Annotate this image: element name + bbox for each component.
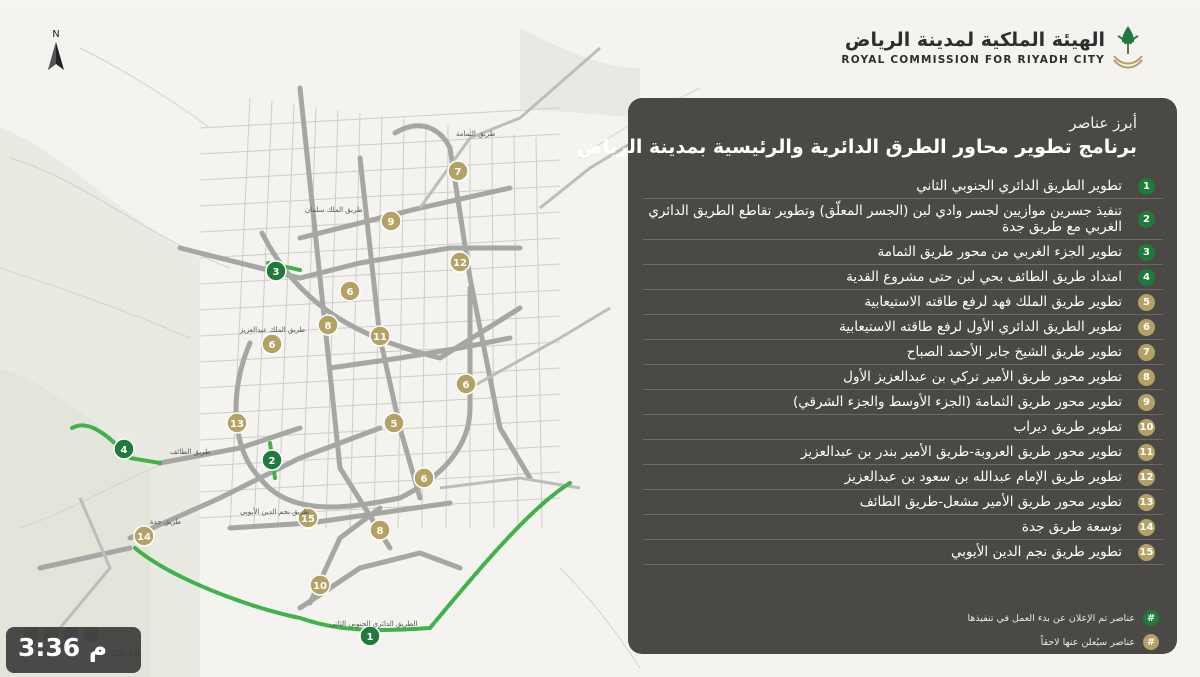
item-number-badge: 1 <box>1138 178 1155 195</box>
rcrc-logo <box>805 28 1105 76</box>
map-marker-number: 6 <box>346 287 354 298</box>
list-item <box>643 365 1163 390</box>
road-label-najm: طريق نجم الدين الأيوبي <box>240 508 310 516</box>
item-number-badge: 10 <box>1138 419 1155 436</box>
map-marker-14 <box>134 526 154 546</box>
legend-implemented-text: عناصر تم الإعلان عن بدء العمل في تنفيذها <box>967 612 1135 624</box>
map-marker-number: 5 <box>390 419 398 430</box>
map-marker-5 <box>384 413 404 433</box>
map-marker-number: 6 <box>268 340 276 351</box>
list-item <box>643 340 1163 365</box>
saudi-emblem-icon <box>1108 22 1148 70</box>
legend-upcoming-badge: # <box>1143 634 1159 650</box>
status-time: 3:36 م <box>18 633 108 662</box>
map-marker-6 <box>262 334 282 354</box>
list-item <box>643 415 1163 440</box>
legend-implemented <box>859 610 1159 626</box>
item-number-badge: 7 <box>1138 344 1155 361</box>
item-number-badge: 14 <box>1138 519 1155 536</box>
map-marker-number: 15 <box>301 514 315 525</box>
legend-upcoming <box>859 634 1159 650</box>
map-marker-3 <box>266 261 286 281</box>
item-number-badge: 8 <box>1138 369 1155 386</box>
item-text: تطوير محور طريق العروبة-طريق الأمير بندر بن عبدالعزيز <box>800 444 1122 460</box>
map-marker-number: 8 <box>376 526 384 537</box>
map-marker-12 <box>450 252 470 272</box>
legend-upcoming-text: عناصر سيُعلن عنها لاحقاً <box>1040 636 1135 648</box>
status-time-overlay <box>6 627 141 673</box>
map-marker-2 <box>262 450 282 470</box>
item-text: تطوير محور طريق الأمير تركي بن عبدالعزيز الأول <box>843 369 1122 385</box>
item-text: تنفيذ جسرين موازيين لجسر وادي لبن (الجسر المعلّق) وتطوير تقاطع الطريق الدائري الغربي مع طريق جدة <box>648 203 1122 235</box>
list-item <box>643 540 1163 565</box>
map-marker-6 <box>456 374 476 394</box>
item-number-badge: 9 <box>1138 394 1155 411</box>
map-marker-number: 13 <box>230 419 244 430</box>
list-item <box>643 515 1163 540</box>
map-marker-1 <box>360 626 380 646</box>
map-marker-11 <box>370 326 390 346</box>
map-marker-number: 8 <box>324 321 332 332</box>
map-marker-number: 11 <box>373 332 387 343</box>
item-number-badge: 5 <box>1138 294 1155 311</box>
map-marker-8 <box>370 520 390 540</box>
item-number-badge: 15 <box>1138 544 1155 561</box>
item-text: تطوير الجزء الغربي من محور طريق الثمامة <box>877 244 1122 260</box>
map-marker-number: 6 <box>420 474 428 485</box>
item-number-badge: 6 <box>1138 319 1155 336</box>
item-text: تطوير طريق الشيخ جابر الأحمد الصباح <box>906 344 1122 360</box>
north-arrow <box>44 30 68 76</box>
list-item <box>643 199 1163 240</box>
map-marker-13 <box>227 413 247 433</box>
list-item <box>643 315 1163 340</box>
map-marker-number: 3 <box>272 267 280 278</box>
list-item <box>643 390 1163 415</box>
list-item <box>643 440 1163 465</box>
road-label-king-abdulaziz: طريق الملك عبدالعزيز <box>240 326 306 334</box>
legend-implemented-badge: # <box>1143 610 1159 626</box>
item-number-badge: 4 <box>1138 269 1155 286</box>
project-list <box>643 174 1163 565</box>
road-label-king-salman: طريق الملك سلمان <box>305 206 363 214</box>
item-text: تطوير الطريق الدائري الأول لرفع طاقته الاستيعابية <box>839 319 1122 335</box>
road-label-taif: طريق الطائف <box>170 448 211 456</box>
map-marker-number: 12 <box>453 258 467 269</box>
panel-title: برنامج تطوير محاور الطرق الدائرية والرئيسية بمدينة الرياض <box>577 136 1137 158</box>
item-text: تطوير محور طريق الأمير مشعل-طريق الطائف <box>859 494 1122 510</box>
legend-panel <box>577 98 1177 654</box>
logo-arabic-text: الهيئة الملكية لمدينة الرياض <box>844 29 1105 51</box>
item-text: توسعة طريق جدة <box>1021 519 1122 535</box>
map-marker-6 <box>414 468 434 488</box>
map-marker-10 <box>310 575 330 595</box>
road-label-thumama: طريق الثمامة <box>456 130 496 138</box>
item-text: تطوير طريق الإمام عبدالله بن سعود بن عبدالعزيز <box>844 469 1122 485</box>
item-text: تطوير طريق نجم الدين الأيوبي <box>950 544 1122 560</box>
item-text: تطوير محور طريق الثمامة (الجزء الأوسط والجزء الشرقي) <box>793 394 1122 410</box>
panel-subtitle: أبرز عناصر <box>1069 114 1137 132</box>
north-label: N <box>52 29 60 40</box>
map-marker-number: 9 <box>387 217 395 228</box>
item-number-badge: 12 <box>1138 469 1155 486</box>
item-text: تطوير الطريق الدائري الجنوبي الثاني <box>916 178 1122 194</box>
road-label-south-ring: الطريق الدائري الجنوبي الثاني <box>330 620 418 628</box>
map-marker-number: 2 <box>268 456 276 467</box>
list-item <box>643 290 1163 315</box>
list-item <box>643 490 1163 515</box>
item-number-badge: 11 <box>1138 444 1155 461</box>
map-marker-number: 1 <box>366 632 374 643</box>
map-marker-7 <box>448 161 468 181</box>
map-marker-number: 14 <box>137 532 151 543</box>
list-item <box>643 465 1163 490</box>
item-number-badge: 2 <box>1138 211 1155 228</box>
map-marker-number: 4 <box>120 445 128 456</box>
list-item <box>643 265 1163 290</box>
north-arrow-icon <box>44 40 68 74</box>
list-item <box>643 174 1163 199</box>
map-marker-4 <box>114 439 134 459</box>
list-item <box>643 240 1163 265</box>
item-number-badge: 13 <box>1138 494 1155 511</box>
map-marker-6 <box>340 281 360 301</box>
map-marker-number: 7 <box>454 167 462 178</box>
item-number-badge: 3 <box>1138 244 1155 261</box>
map-marker-number: 6 <box>462 380 470 391</box>
logo-english-text: ROYAL COMMISSION FOR RIYADH CITY <box>841 54 1105 66</box>
item-text: امتداد طريق الطائف بحي لبن حتى مشروع القدية <box>846 269 1122 285</box>
road-label-jeddah: طريق جدة <box>150 518 182 526</box>
map-marker-9 <box>381 211 401 231</box>
item-text: تطوير طريق ديراب <box>1013 419 1122 435</box>
map-marker-number: 10 <box>313 581 327 592</box>
map-marker-8 <box>318 315 338 335</box>
item-text: تطوير طريق الملك فهد لرفع طاقته الاستيعابية <box>864 294 1122 310</box>
